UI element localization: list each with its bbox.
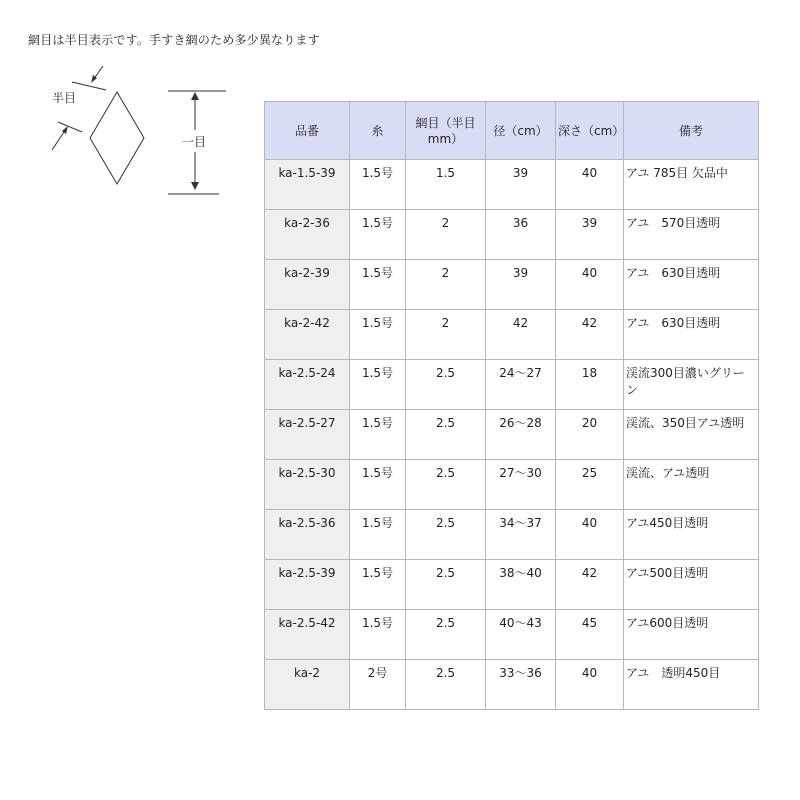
spec-table-header-row (265, 102, 759, 160)
table-row (265, 510, 759, 560)
spec-table (264, 101, 759, 710)
cell-diameter: 42 (486, 310, 556, 360)
cell-depth: 25 (556, 460, 624, 510)
cell-thread: 1.5号 (350, 360, 406, 410)
header-mesh: 網目（半目mm） (406, 102, 486, 160)
cell-memo: アユ500目透明 (624, 560, 759, 610)
cell-depth: 40 (556, 510, 624, 560)
cell-code: ka-2-39 (265, 260, 350, 310)
half-mesh-extension-bottom (58, 122, 82, 132)
cell-diameter: 33～36 (486, 660, 556, 710)
mesh-diamond-shape (90, 92, 144, 184)
cell-mesh: 2.5 (406, 660, 486, 710)
cell-code: ka-2-42 (265, 310, 350, 360)
cell-mesh: 2.5 (406, 610, 486, 660)
cell-mesh: 2.5 (406, 460, 486, 510)
cell-thread: 1.5号 (350, 260, 406, 310)
header-code: 品番 (265, 102, 350, 160)
tail-cell (350, 710, 406, 711)
cell-diameter: 36 (486, 210, 556, 260)
table-row (265, 460, 759, 510)
cell-mesh: 2.5 (406, 410, 486, 460)
tail-cell (556, 710, 624, 711)
cell-memo: アユ 785目 欠品中 (624, 160, 759, 210)
cell-thread: 1.5号 (350, 510, 406, 560)
table-row (265, 410, 759, 460)
cell-diameter: 40～43 (486, 610, 556, 660)
cell-thread: 1.5号 (350, 410, 406, 460)
tail-cell (406, 710, 486, 711)
table-row (265, 560, 759, 610)
cell-depth: 40 (556, 660, 624, 710)
header-memo: 備考 (624, 102, 759, 160)
cell-depth: 40 (556, 260, 624, 310)
cell-diameter: 24～27 (486, 360, 556, 410)
cell-depth: 18 (556, 360, 624, 410)
cell-thread: 1.5号 (350, 210, 406, 260)
cell-diameter: 38～40 (486, 560, 556, 610)
cell-thread: 1.5号 (350, 160, 406, 210)
cell-memo: アユ600目透明 (624, 610, 759, 660)
cell-code: ka-2.5-30 (265, 460, 350, 510)
cell-depth: 39 (556, 210, 624, 260)
cell-memo: アユ450目透明 (624, 510, 759, 560)
cell-code: ka-2 (265, 660, 350, 710)
spec-table-body (265, 160, 759, 711)
mesh-note: 網目は半目表示です。手すき網のため多少異なります (28, 33, 320, 47)
cell-memo: アユ 630目透明 (624, 310, 759, 360)
tail-cell (624, 710, 759, 711)
tail-cell (486, 710, 556, 711)
cell-depth: 20 (556, 410, 624, 460)
cell-thread: 1.5号 (350, 460, 406, 510)
table-row (265, 310, 759, 360)
cell-memo: アユ 630目透明 (624, 260, 759, 310)
full-mesh-arrowhead-up (191, 92, 199, 100)
cell-mesh: 2 (406, 260, 486, 310)
cell-code: ka-2.5-24 (265, 360, 350, 410)
cell-memo: 渓流、アユ透明 (624, 460, 759, 510)
full-mesh-label: 一目 (182, 135, 207, 149)
cell-mesh: 2.5 (406, 510, 486, 560)
cell-memo: 渓流、350目アユ透明 (624, 410, 759, 460)
cell-code: ka-2.5-36 (265, 510, 350, 560)
table-row (265, 610, 759, 660)
cell-depth: 45 (556, 610, 624, 660)
cell-code: ka-2.5-39 (265, 560, 350, 610)
half-mesh-label: 半目 (52, 91, 77, 105)
cell-depth: 42 (556, 310, 624, 360)
header-depth: 深さ（cm） (556, 102, 624, 160)
cell-mesh: 2 (406, 310, 486, 360)
cell-memo: アユ 570目透明 (624, 210, 759, 260)
cell-code: ka-1.5-39 (265, 160, 350, 210)
table-row (265, 210, 759, 260)
table-row (265, 660, 759, 710)
cell-diameter: 27～30 (486, 460, 556, 510)
cell-code: ka-2-36 (265, 210, 350, 260)
table-row (265, 260, 759, 310)
half-mesh-extension-top (72, 82, 106, 90)
full-mesh-arrowhead-down (191, 182, 199, 190)
cell-code: ka-2.5-42 (265, 610, 350, 660)
cell-diameter: 39 (486, 160, 556, 210)
header-thread: 糸 (350, 102, 406, 160)
cell-diameter: 34～37 (486, 510, 556, 560)
table-row (265, 360, 759, 410)
cell-depth: 42 (556, 560, 624, 610)
cell-code: ka-2.5-27 (265, 410, 350, 460)
cell-thread: 1.5号 (350, 310, 406, 360)
cell-diameter: 39 (486, 260, 556, 310)
cell-diameter: 26～28 (486, 410, 556, 460)
cell-memo: アユ 透明450目 (624, 660, 759, 710)
cell-thread: 1.5号 (350, 610, 406, 660)
tail-cell (265, 710, 350, 711)
cell-thread: 2号 (350, 660, 406, 710)
cell-mesh: 2.5 (406, 560, 486, 610)
table-row (265, 160, 759, 210)
cell-memo: 渓流300目濃いグリーン (624, 360, 759, 410)
cell-depth: 40 (556, 160, 624, 210)
cell-thread: 1.5号 (350, 560, 406, 610)
mesh-diagram (0, 0, 260, 220)
cell-mesh: 1.5 (406, 160, 486, 210)
header-diameter: 径（cm） (486, 102, 556, 160)
table-tail-row (265, 710, 759, 711)
cell-mesh: 2 (406, 210, 486, 260)
cell-mesh: 2.5 (406, 360, 486, 410)
